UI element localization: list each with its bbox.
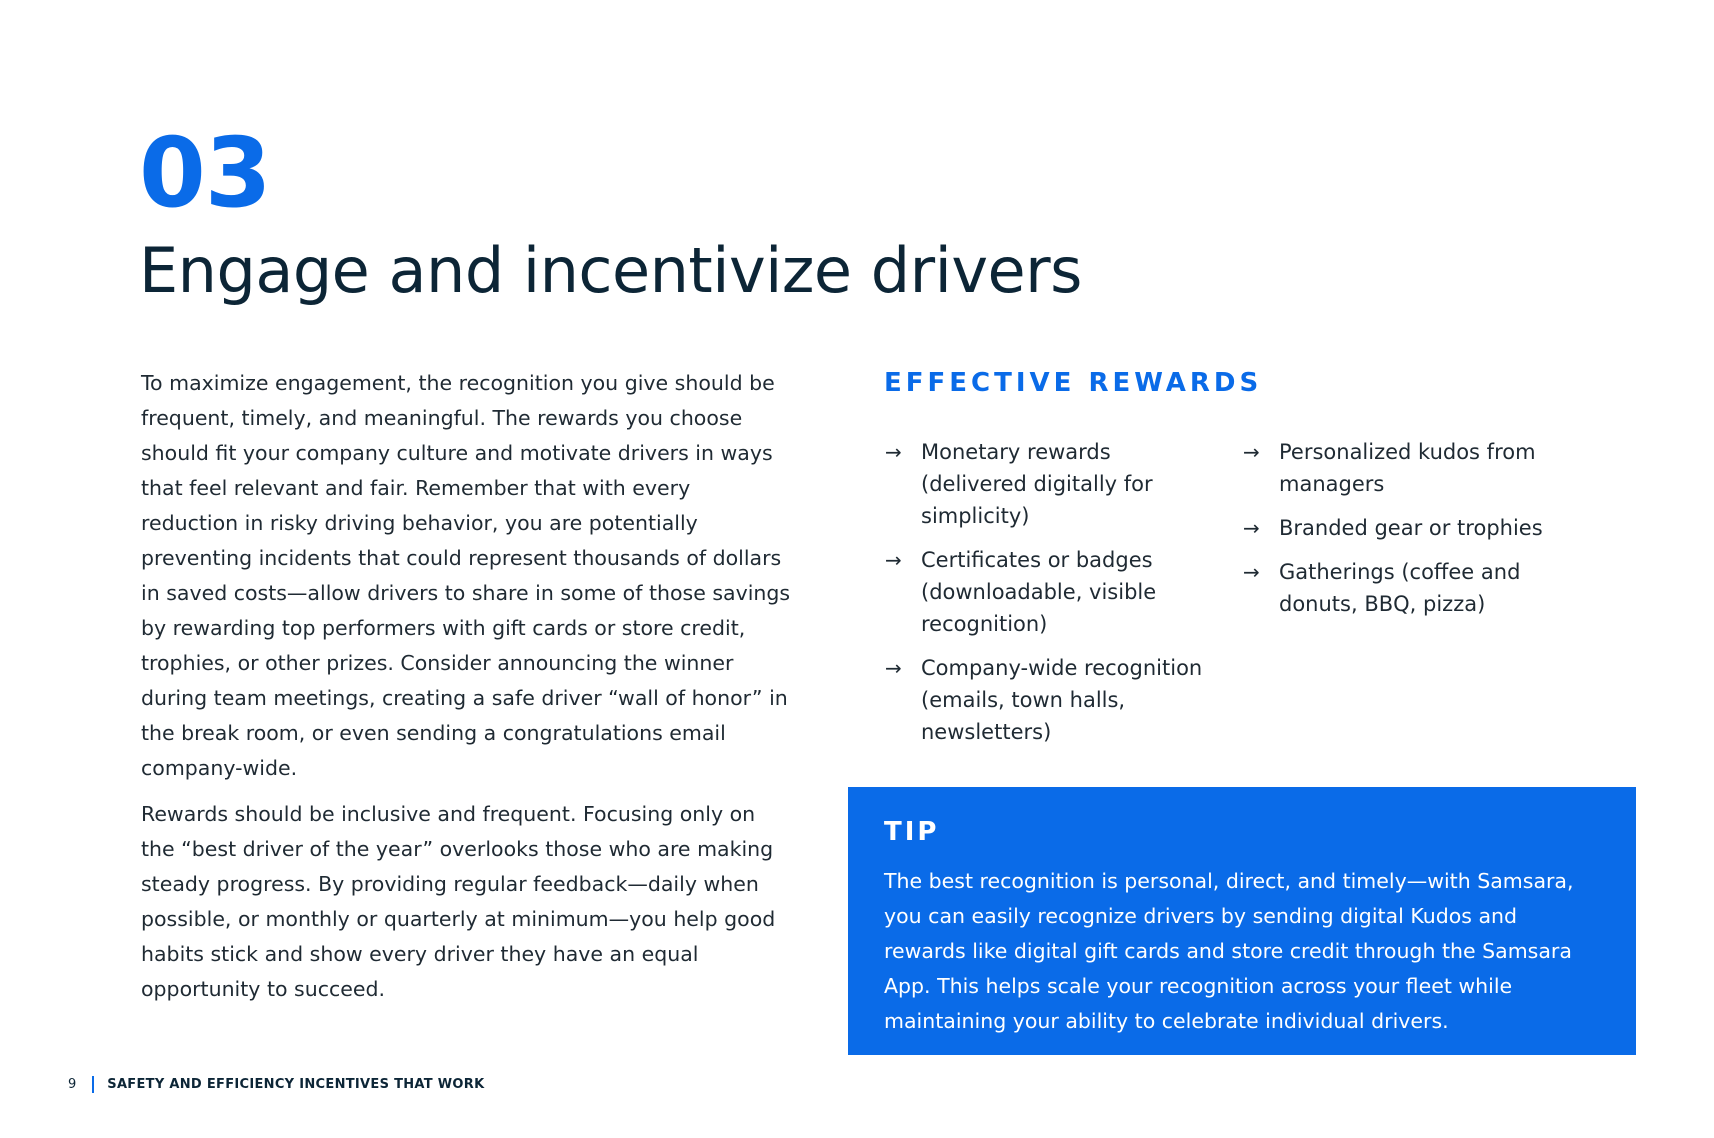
rewards-list-column-2 — [1243, 436, 1573, 632]
list-item — [885, 436, 1215, 532]
list-item — [1243, 512, 1573, 544]
arrow-right-icon: → — [1243, 440, 1260, 464]
document-title: SAFETY AND EFFICIENCY INCENTIVES THAT WORK — [107, 1077, 485, 1092]
rewards-list-column-1 — [885, 436, 1215, 760]
section-number: 03 — [139, 117, 271, 229]
list-item — [885, 652, 1215, 748]
tip-heading: TIP — [884, 817, 940, 847]
arrow-right-icon: → — [885, 548, 902, 572]
arrow-right-icon: → — [1243, 560, 1260, 584]
list-item-text: Certificates or badges (downloadable, visible recognition) — [921, 548, 1157, 636]
list-item-text: Company-wide recognition (emails, town halls, newsletters) — [921, 656, 1203, 744]
footer-divider — [92, 1076, 94, 1093]
arrow-right-icon: → — [1243, 516, 1260, 540]
page-footer — [68, 1076, 484, 1093]
list-item — [1243, 556, 1573, 620]
arrow-right-icon: → — [885, 440, 902, 464]
page-number: 9 — [68, 1077, 77, 1092]
rewards-heading: EFFECTIVE REWARDS — [884, 368, 1263, 398]
list-item-text: Branded gear or trophies — [1279, 516, 1543, 540]
page-title: Engage and incentivize drivers — [139, 234, 1082, 307]
list-item — [1243, 436, 1573, 500]
body-text-column — [141, 366, 791, 1018]
list-item — [885, 544, 1215, 640]
body-paragraph-2: Rewards should be inclusive and frequent. Focusing only on the “best driver of the year” overlooks those who are making steady progress. By providing regular feedback—daily when possible, or monthly or quarterly at minimum—you help good habits stick and show every driver they have an equal opportunity to succeed. — [141, 802, 776, 1001]
list-item-text: Personalized kudos from managers — [1279, 440, 1536, 496]
list-item-text: Gatherings (coffee and donuts, BBQ, pizza) — [1279, 560, 1521, 616]
tip-box — [848, 787, 1636, 1055]
list-item-text: Monetary rewards (delivered digitally for simplicity) — [921, 440, 1153, 528]
body-paragraph-1: To maximize engagement, the recognition you give should be frequent, timely, and meaningful. The rewards you choose should fit your company culture and motivate drivers in ways that feel relevant and fair. Remember that with every reduction in risky driving behavior, you are potentially preventing incidents that could represent thousands of dollars in saved costs—allow drivers to share in some of those savings by rewarding top performers with gift cards or store credit, trophies, or other prizes. Consider announcing the winner during team meetings, creating a safe driver “wall of honor” in the break room, or even sending a congratulations email company-wide. — [141, 371, 791, 780]
arrow-right-icon: → — [885, 656, 902, 680]
tip-body: The best recognition is personal, direct, and timely—with Samsara, you can easily recognize drivers by sending digital Kudos and rewards like digital gift cards and store credit through the Samsara App. This helps scale your recognition across your fleet while maintaining your ability to celebrate individual drivers. — [884, 869, 1574, 1034]
